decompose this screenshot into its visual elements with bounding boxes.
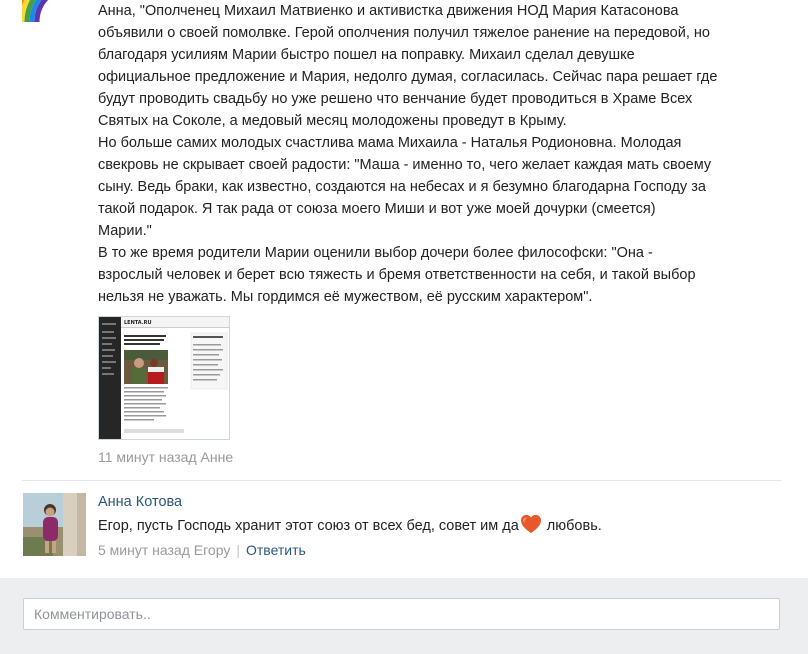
thumb-site-label: LENTA.RU — [124, 320, 152, 326]
post-line: официальное предложение и Мария, недолго думая, согласилась. Сейчас пара решает где — [98, 69, 718, 85]
comment-timestamp[interactable]: 5 минут назад Егору — [98, 542, 231, 558]
post-line: Святых на Соколе, а медовый месяц молодожены проведут в Крыму. — [98, 113, 567, 129]
post-line: взрослый человек и берет всю тяжесть и бремя ответственности на себя, и такой выбор — [98, 267, 696, 283]
post-line: Марии." — [98, 223, 152, 239]
post-line: объявили о своей помолвке. Герой ополчения получил тяжелое ранение на передовой, но — [98, 25, 710, 41]
post-line: Анна, "Ополченец Михаил Матвиенко и активистка движения НОД Мария Катасонова — [98, 3, 679, 19]
post-line: благодаря усилиям Марии быстро пошел на поправку. Михаил сделал девушке — [98, 47, 635, 63]
meta-separator: | — [236, 542, 240, 558]
comment-input[interactable] — [23, 598, 780, 630]
reply-link[interactable]: Ответить — [245, 542, 306, 558]
post-line: будут проводить свадьбу но уже решено что венчание будет проводиться в Храме Всех — [98, 91, 693, 107]
comment-text — [98, 514, 602, 537]
comment-text-part: любовь. — [542, 518, 602, 534]
post-line: свекровь не скрывает своей радости: "Маша - именно то, чего желает каждая мать своему — [98, 157, 712, 173]
heart-icon — [520, 514, 542, 534]
post-author-avatar[interactable] — [22, 0, 82, 22]
comment-meta — [98, 541, 306, 559]
post-line: такой подарок. Я так рада от союза моего Миши и вот уже моей дочурки (смеется) — [98, 201, 656, 217]
comment-author-name[interactable]: Анна Котова — [98, 494, 183, 510]
post-line: нельзя не уважать. Мы гордимся её мужеством, её русским характером". — [98, 289, 593, 305]
divider — [22, 480, 782, 481]
attached-photo[interactable] — [98, 316, 230, 440]
post-line: В то же время родители Марии оценили выбор дочери более философски: "Она - — [98, 245, 653, 261]
comment-composer-area — [0, 578, 808, 654]
post-timestamp[interactable]: 11 минут назад Анне — [98, 449, 234, 465]
rainbow-avatar-image — [22, 0, 82, 22]
post-line: Но больше самих молодых счастлива мама Михаила - Наталья Родионовна. Молодая — [98, 135, 682, 151]
attached-photo-image — [99, 317, 229, 439]
post-text — [98, 0, 798, 308]
comment-text-part: Егор, пусть Господь хранит этот союз от всех бед, совет им да — [98, 518, 519, 534]
post-line: сыну. Ведь браки, как известно, создаются на небесах и я безумно благодарна Господу за — [98, 179, 706, 195]
comment-avatar-photo — [23, 493, 86, 556]
comment-author-avatar[interactable] — [23, 493, 86, 556]
